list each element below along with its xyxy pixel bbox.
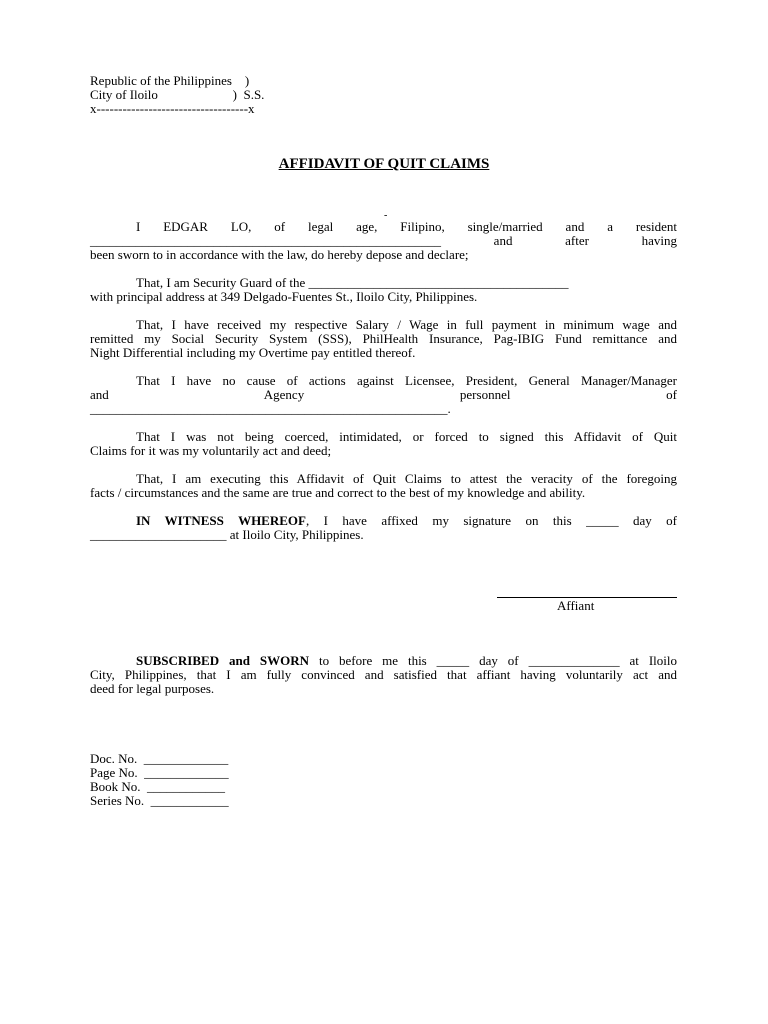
header-separator: x-----------------------------------x: [90, 101, 255, 116]
notary-series-no: Series No. ____________: [90, 793, 229, 808]
para3-line1: That, I have received my respective Salary / Wage in full payment in minimum wage and: [136, 317, 677, 332]
para2-line2: with principal address at 349 Delgado-Fuentes St., Iloilo City, Philippines.: [90, 289, 478, 304]
stray-mark: -: [384, 210, 388, 221]
affiant-label: Affiant: [557, 598, 595, 613]
para7-line2: _____________________ at Iloilo City, Philippines.: [90, 527, 364, 542]
document-title: AFFIDAVIT OF QUIT CLAIMS: [278, 156, 490, 172]
jurat-line2: City, Philippines, that I am fully convinced and satisfied that affiant having voluntarily act and: [90, 667, 677, 682]
header-republic: Republic of the Philippines ): [90, 73, 250, 88]
para5-line2: Claims for it was my voluntarily act and deed;: [90, 443, 332, 458]
para6-line2: facts / circumstances and the same are true and correct to the best of my knowledge and ability.: [90, 485, 586, 500]
witness-heading: IN WITNESS WHEREOF: [136, 513, 306, 528]
jurat-line3: deed for legal purposes.: [90, 681, 215, 696]
para1-line3: been sworn to in accordance with the law, do hereby depose and declare;: [90, 247, 469, 262]
notary-doc-no: Doc. No. _____________: [90, 751, 229, 766]
para1-line1: I EDGAR LO, of legal age, Filipino, single/married and a resident: [136, 219, 677, 234]
para3-line3: Night Differential including my Overtime pay entitled thereof.: [90, 345, 416, 360]
para1-line2: ______________________________________________________ and after having: [90, 233, 677, 248]
header-city: City of Iloilo ) S.S.: [90, 87, 265, 102]
para7-line1: [136, 514, 677, 528]
para7-line1-text: , I have affixed my signature on this _____ day of: [305, 513, 678, 528]
para5-line1: That I was not being coerced, intimidated, or forced to signed this Affidavit of Quit: [136, 429, 677, 444]
notary-book-no: Book No. ____________: [90, 779, 226, 794]
jurat-line1: [136, 654, 677, 668]
para4-line3: _______________________________________________________.: [90, 401, 451, 416]
jurat-line1-text: to before me this _____ day of ______________ at Iloilo: [309, 653, 677, 668]
para3-line2: remitted my Social Security System (SSS), PhilHealth Insurance, Pag-IBIG Fund remittance and: [90, 331, 677, 346]
jurat-heading: SUBSCRIBED and SWORN: [136, 653, 310, 668]
para4-line2: and Agency personnel of: [90, 387, 677, 402]
para6-line1: That, I am executing this Affidavit of Quit Claims to attest the veracity of the foregoing: [136, 471, 677, 486]
notary-page-no: Page No. _____________: [90, 765, 229, 780]
para2-line1: That, I am Security Guard of the ________________________________________: [136, 275, 569, 290]
para4-line1: That I have no cause of actions against Licensee, President, General Manager/Manager: [136, 373, 677, 388]
